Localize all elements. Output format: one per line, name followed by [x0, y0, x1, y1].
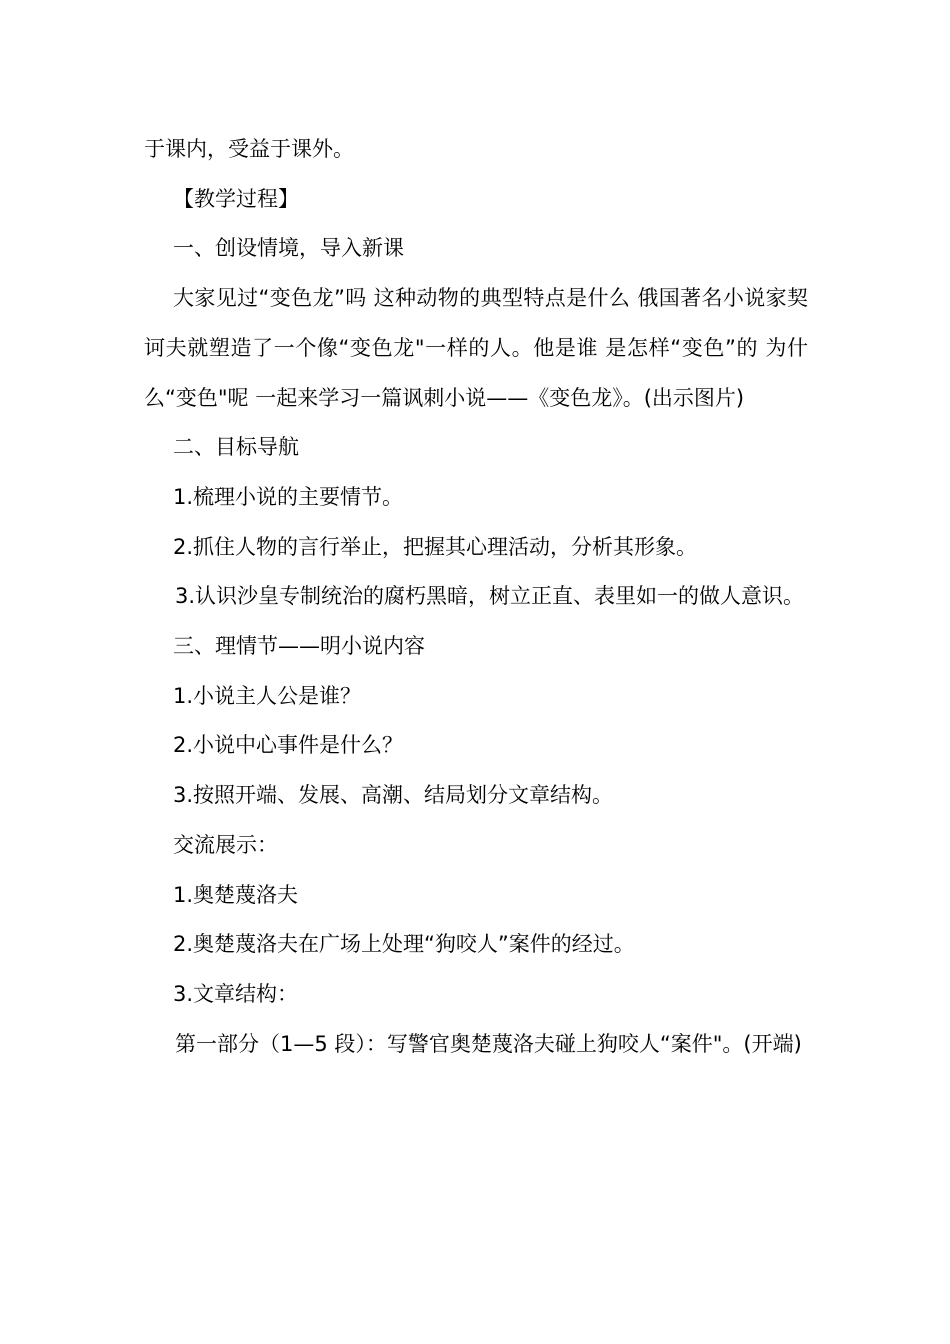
question-item-2: 2.小说中心事件是什么？ — [173, 733, 404, 758]
paragraph-intro: 大家见过“变色龙”吗 这种动物的典型特点是什么 俄国著名小说家契诃夫就塑造了一个像“变色龙"一样的人。他是谁 是怎样“变色”的 为什么“变色"呢 一起来学习一篇讽刺小说——《变色龙》。(出示图片) — [144, 286, 808, 410]
section-heading-teaching-process: 【教学过程】 — [173, 186, 299, 211]
section-heading-plot: 三、理情节——明小说内容 — [173, 634, 425, 659]
goal-item-3: 3.认识沙皇专制统治的腐朽黑暗，树立正直、表里如一的做人意识。 — [175, 584, 805, 609]
question-item-3: 3.按照开端、发展、高潮、结局划分文章结构。 — [173, 783, 614, 808]
answer-item-2: 2.奥楚蔑洛夫在广场上处理“狗咬人”案件的经过。 — [173, 932, 635, 957]
goal-item-2: 2.抓住人物的言行举止，把握其心理活动，分析其形象。 — [173, 534, 698, 559]
section-heading-goals: 二、目标导航 — [173, 435, 299, 460]
document-body — [144, 125, 808, 1069]
exchange-heading: 交流展示： — [173, 832, 278, 857]
goal-item-1: 1.梳理小说的主要情节。 — [173, 484, 404, 509]
paragraph-continuation: 于课内，受益于课外。 — [144, 137, 354, 161]
section-heading-intro: 一、创设情境，导入新课 — [173, 236, 404, 261]
question-item-1: 1.小说主人公是谁？ — [173, 683, 362, 708]
answer-item-3: 3.文章结构： — [173, 981, 299, 1006]
structure-part-1: 第一部分（1—5 段）：写警官奥楚蔑洛夫碰上狗咬人“案件"。(开端) — [175, 1031, 802, 1056]
answer-item-1: 1.奥楚蔑洛夫 — [173, 882, 299, 907]
